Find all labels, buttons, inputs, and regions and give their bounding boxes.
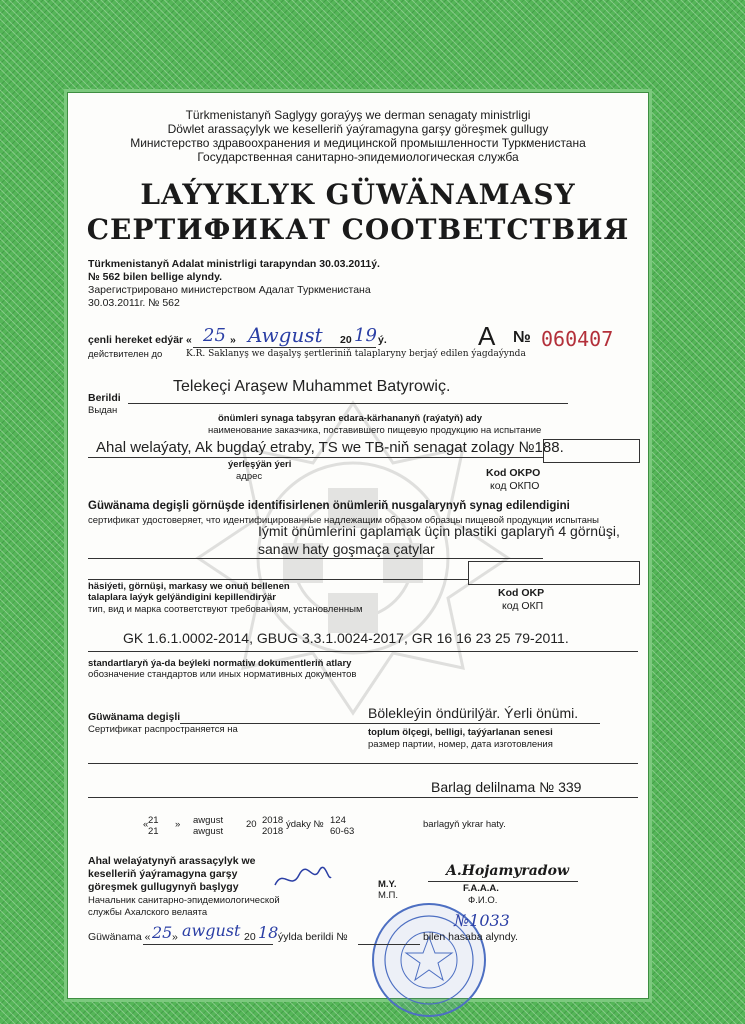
stamp-place-ru: М.П.	[378, 890, 399, 901]
signatory-ru-1: Начальник санитарно-эпидемиологической	[88, 895, 280, 906]
okp-label-ru: код ОКП	[502, 600, 544, 612]
standards-label-ru: обозначение стандартов или иных нормативных документов	[88, 669, 357, 680]
issue-number: №1033	[454, 911, 510, 930]
scope-caption-tm: toplum ölçegi, belligi, taýýarlanan senesi	[368, 727, 553, 738]
scope-value: Bölekleýin öndürilýär. Ýerli önümi.	[368, 705, 579, 721]
issue-year: 18	[258, 923, 279, 942]
validity-year: 19	[354, 325, 377, 346]
protocol-month-1: awgust	[193, 815, 224, 826]
certificate-number: 060407	[541, 327, 614, 351]
issued-caption-tm: önümleri synaga tabşyran edara-kärhananyň (raýatyň) ady	[218, 413, 482, 424]
okpo-label-tm: Kod OKPO	[486, 467, 541, 479]
scope-label-ru: Сертификат распространяется на	[88, 724, 238, 735]
protocol-close-1: »	[175, 819, 181, 830]
product-line-1: Iýmit önümlerini gaplamak üçin plastiki gaplaryň 4 görnüşi,	[258, 523, 620, 539]
protocol-num-1: 124	[330, 815, 346, 826]
issue-day: 25	[152, 923, 173, 942]
issue-year-prefix: 20	[244, 931, 256, 943]
certifies-tm: Güwänama degişli görnüşde identifisirlenen önümleriň nusgalarynyň synag edilendigini	[88, 500, 570, 512]
issue-label: Güwänama «	[88, 931, 151, 943]
address-value: Ahal welaýaty, Ak bugdaý etraby, TS we TB-niň senagat zolagy №188.	[96, 439, 564, 456]
title-tm: LAÝYKLYK GÜWÄNAMASY	[140, 178, 576, 211]
service-name-tm: Döwlet arassaçylyk we keselleriň ýaýramagyna garşy göreşmek gullugy	[167, 122, 549, 136]
ministry-name-tm: Türkmenistanyň Saglygy goraýyş we derman senagaty ministrligi	[185, 108, 531, 122]
registration-tm-1: Türkmenistanyň Adalat ministrligi tarapyndan 30.03.2011ý.	[88, 258, 380, 270]
fio-tm: F.A.A.A.	[463, 883, 499, 894]
protocol-year-2: 2018	[262, 826, 284, 837]
validity-year-prefix: 20	[340, 334, 352, 346]
address-label-ru: адрес	[236, 471, 263, 482]
scope-caption-ru: размер партии, номер, дата изготовления	[368, 739, 553, 750]
scope-label-tm: Güwänama degişli	[88, 711, 181, 723]
number-label: №	[513, 329, 531, 346]
signatory-ru-2: службы Ахалского велаята	[88, 907, 208, 918]
issued-to-value: Telekeçi Araşew Muhammet Batyrowiç.	[173, 378, 451, 395]
conformity-ru: тип, вид и марка соответствуют требованиям, установленным	[88, 604, 363, 615]
validity-year-suffix: ý.	[378, 334, 387, 346]
signatory-name: A.Hojamyradow	[446, 863, 570, 879]
standards-label-tm: standartlaryň ýa-da beýleki normatiw dokumentleriň atlary	[88, 658, 352, 669]
okp-label-tm: Kod OKP	[498, 587, 545, 599]
protocol-ydaky: ýdaky №	[286, 819, 324, 830]
signature-icon	[273, 863, 333, 893]
validity-month: Awgust	[248, 323, 323, 347]
okp-box	[468, 561, 640, 585]
series-letter: A	[478, 321, 496, 351]
validity-note: K.R. Saklanyş we daşalyş şertleriniň talaplaryny berjaý edilen ýagdaýynda	[186, 349, 526, 359]
issue-close: »	[172, 931, 178, 943]
issued-label-ru: Выдан	[88, 405, 118, 416]
product-line-2: sanaw haty goşmaça çatylar	[258, 541, 435, 557]
stamp-place-tm: M.Y.	[378, 879, 397, 890]
fio-ru: Ф.И.О.	[468, 895, 498, 906]
registration-tm-2: № 562 bilen bellige alyndy.	[88, 271, 223, 283]
validity-quote-close: »	[230, 334, 236, 346]
registration-ru-1: Зарегистрировано министерством Адалат Туркменистана	[88, 284, 371, 296]
issued-caption-ru: наименование заказчика, поставившего пищевую продукцию на испытание	[208, 425, 542, 436]
validity-label-ru: действителен до	[88, 349, 163, 360]
protocol-year-1: 2018	[262, 815, 284, 826]
protocol-month-2: awgust	[193, 826, 224, 837]
service-name-ru: Государственная санитарно-эпидемиологическая служба	[197, 150, 519, 164]
protocol-num-2: 60-63	[330, 826, 355, 837]
registration-ru-2: 30.03.2011г. № 562	[88, 297, 180, 309]
protocol-suffix: barlagyň ykrar haty.	[423, 819, 506, 830]
certificate-body	[67, 92, 649, 999]
signatory-tm-3: göreşmek gullugynyň başlygy	[88, 881, 239, 893]
okpo-box	[543, 439, 640, 463]
signatory-tm-1: Ahal welaýatynyň arassaçylyk we	[88, 855, 256, 867]
standards-value: GK 1.6.1.0002-2014, GBUG 3.3.1.0024-2017, GR 16 16 23 25 79-2011.	[123, 630, 569, 646]
protocol-year-prefix: 20	[246, 819, 257, 830]
conformity-tm-2: talaplara laýyk gelýändigini kepillendirýär	[88, 592, 276, 603]
issue-suffix: ýylda berildi №	[278, 931, 348, 943]
validity-day: 25	[203, 325, 226, 346]
protocol-day-2: 21	[148, 826, 159, 837]
issue-month: awgust	[182, 921, 241, 940]
conformity-tm-1: häsiýeti, görnüşi, markasy we onuň bellenen	[88, 581, 290, 592]
issued-label-tm: Berildi	[88, 392, 121, 404]
reference-protocol: Barlag delilnama № 339	[431, 779, 582, 795]
issue-tail: bilen hasaba alyndy.	[423, 931, 518, 943]
title-ru: СЕРТИФИКАТ СООТВЕТСТВИЯ	[86, 213, 630, 246]
validity-label-tm: çenli hereket edýär «	[88, 334, 192, 346]
okpo-label-ru: код ОКПО	[490, 480, 540, 492]
signatory-tm-2: keselleriň ýaýramagyna garşy	[88, 868, 238, 880]
protocol-day-1: 21	[148, 815, 159, 826]
ministry-name-ru: Министерство здравоохранения и медицинской промышленности Туркменистана	[130, 136, 586, 150]
address-label-tm: ýerleşýän ýeri	[228, 459, 292, 470]
protocol-open-1: «	[143, 819, 149, 830]
certifies-ru: сертификат удостоверяет, что идентифицированные надлежащим образом образцы пищевой продукции испытаны	[88, 515, 599, 526]
